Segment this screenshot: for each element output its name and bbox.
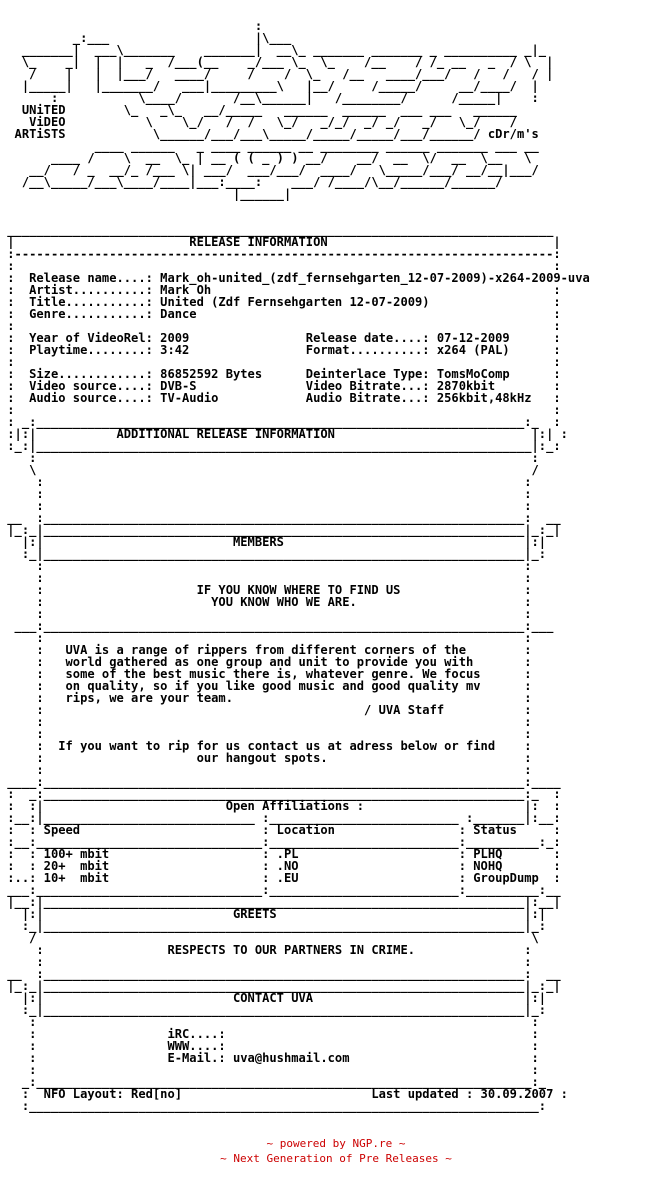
nfo-line: : : — [0, 631, 532, 645]
nfo-line: : Size............: 86852592 Bytes Deinterlace Type: TomsMoComp : — [0, 367, 561, 381]
nfo-line: :--------------------------------------------------------------------------: — [0, 247, 561, 261]
nfo-line: ___:__________________________________________________________________:___ — [0, 619, 554, 633]
nfo-line: : UVA is a range of rippers from different corners of the : — [0, 643, 532, 657]
nfo-line: :..: 10+ mbit : .EU : GroupDump : — [0, 871, 561, 885]
nfo-line: : :| Open Affiliations : |: : — [0, 799, 561, 813]
nfo-line: : : 100+ mbit : .PL : PLHQ : — [0, 847, 561, 861]
nfo-line: : world gathered as one group and unit to provide you with : — [0, 655, 532, 669]
tagline: ~ Next Generation of Pre Releases ~ — [220, 1152, 452, 1165]
nfo-line: : : — [0, 1015, 539, 1029]
footer — [0, 1136, 672, 1166]
nfo-line: : NFO Layout: Red[no] Last updated : 30.09.2007 : — [0, 1087, 568, 1101]
nfo-line: : Release name....: Mark_oh-united_(zdf_fernsehgarten_12-07-2009)-x264-2009-uva — [0, 271, 590, 285]
nfo-line: : Genre...........: Dance : — [0, 307, 561, 321]
nfo-line: |:| CONTACT UVA |:| — [0, 991, 547, 1005]
nfo-line: : some of the best music there is, whatever genre. We focus : — [0, 667, 532, 681]
nfo-line: :_|__________________________________________________________________|_: — [0, 547, 547, 561]
nfo-line: : iRC....: : — [0, 1027, 539, 1041]
nfo-line: : : — [0, 499, 532, 513]
nfo-line: : : — [0, 955, 532, 969]
nfo-line: / \ — [0, 931, 539, 945]
nfo-line: : RESPECTS TO OUR PARTNERS IN CRIME. : — [0, 943, 532, 957]
nfo-line: : If you want to rip for us contact us at adress below or find : — [0, 739, 532, 753]
nfo-line: UNiTED \_ _\_ __/_____ ______ ______ ___ ___ ______ — [0, 103, 517, 117]
nfo-line: \_ _| | | _ /___(__ _/___ \_ \_ /__ / /_ __ _ / \ | — [0, 55, 554, 69]
nfo-line: |_:_|__________________________________________________________________|_:_| — [0, 979, 561, 993]
nfo-line: : : — [0, 319, 561, 333]
nfo-line: |__:|__________________________________________________________________|:__| — [0, 895, 561, 909]
nfo-line: : : 20+ mbit : .NO : NOHQ : — [0, 859, 561, 873]
nfo-line: __/ / _ __/_ /___ \| ___/ ___/___/ ____/ \_____/___/ __/__|___/ — [0, 163, 539, 177]
nfo-line: : Audio source....: TV-Audio Audio Bitrate...: 256kbit,48kHz : — [0, 391, 561, 405]
nfo-line: : : — [0, 559, 532, 573]
nfo-line: : our hangout spots. : — [0, 751, 532, 765]
nfo-line: \ / — [0, 463, 539, 477]
nfo-line: |______| — [0, 187, 292, 201]
nfo-line: _:___ |\___ — [0, 31, 292, 45]
nfo-line: ___:_______________________________:__________________________:__________:__ — [0, 883, 561, 897]
nfo-line: ____ / \ __ \_ | __ ( ( _ ) ) __/ __/ __ \/ __ \__ \ — [0, 151, 532, 165]
nfo-line: :_|__________________________________________________________________|_: — [0, 1003, 547, 1017]
nfo-line: |_____| |_______/ ___|_________\ |__/ /_____/ __/____/ | — [0, 79, 539, 93]
powered-by-link[interactable]: ~ powered by NGP.re ~ — [266, 1137, 406, 1150]
nfo-line: : : — [0, 451, 539, 465]
nfo-line: : Title...........: United (Zdf Fernsehgarten 12-07-2009) : — [0, 295, 561, 309]
nfo-line: _______| ___\_______ _______| __\_ _______ _______ _ __________ _|_ — [0, 43, 547, 57]
nfo-line: /__\_____/___\____/____|___:____: ___/ /____/\__/______/______/ — [0, 175, 503, 189]
nfo-line: __ :__________________________________________________________________: __ — [0, 967, 561, 981]
nfo-line: : : — [0, 571, 532, 585]
nfo-line: : on quality, so if you like good music and good quality mv : — [0, 679, 532, 693]
nfo-line: :______________________________________________________________________: — [0, 1099, 547, 1113]
nfo-line: : rips, we are your team. : — [0, 691, 532, 705]
nfo-line: : Video source....: DVB-S Video Bitrate...: 2870kbit : — [0, 379, 561, 393]
nfo-line: |:| GREETS |:| — [0, 907, 547, 921]
nfo-line: : : — [0, 763, 532, 777]
nfo-line: : : — [0, 487, 532, 501]
nfo-line: : IF YOU KNOW WHERE TO FIND US : — [0, 583, 532, 597]
nfo-line: ___________________________________________________________________________ — [0, 223, 554, 237]
nfo-line: _:____________________________________________________________________:_ — [0, 1075, 547, 1089]
nfo-line: : Year of VideoRel: 2009 Release date....: 07-12-2009 : — [0, 331, 561, 345]
nfo-line: ViDEO \ \_/ / / \_/ _/_/ _/ _/ _/ \_/ / — [0, 115, 517, 129]
nfo-line: | RELEASE INFORMATION | — [0, 235, 561, 249]
nfo-line: : Playtime........: 3:42 Format..........: x264 (PAL) : — [0, 343, 561, 357]
nfo-line: __ :__________________________________________________________________: __ — [0, 511, 561, 525]
nfo-line: : : — [0, 403, 561, 417]
nfo-line: ____ ______ _ ____ ______ __ ________ ______ _______ ___ __ — [0, 139, 539, 153]
nfo-line: |:| MEMBERS |:| — [0, 535, 547, 549]
nfo-line: ARTiSTS \______/___/___\_____/_____/_____/___/______/ cDr/m's — [0, 127, 539, 141]
nfo-line: : : — [0, 607, 532, 621]
nfo-line: : : — [0, 355, 561, 369]
nfo-text — [0, 20, 590, 1112]
nfo-line: : : — [0, 727, 532, 741]
nfo-line: ____:__________________________________________________________________:____ — [0, 775, 561, 789]
nfo-line: : — [0, 19, 263, 33]
nfo-line: : WWW....: : — [0, 1039, 539, 1053]
nfo-line: : YOU KNOW WHO WE ARE. : — [0, 595, 532, 609]
nfo-line: :_|__________________________________________________________________|_: — [0, 919, 547, 933]
nfo-line: : Artist..........: Mark Oh : — [0, 283, 561, 297]
nfo-line: :_:|____________________________________________________________________|:_: — [0, 439, 561, 453]
nfo-line: |_:_|__________________________________________________________________|_:_| — [0, 523, 561, 537]
nfo-line: : _:___________________________________________________________________:_ : — [0, 415, 561, 429]
nfo-line: : / UVA Staff : — [0, 703, 532, 717]
nfo-line: : \____/ /__\______| /________/ /_____| : — [0, 91, 539, 105]
nfo-line: : : Speed : Location : Status : — [0, 823, 561, 837]
nfo-line: : : — [0, 475, 532, 489]
nfo-line: :__:_______________________________:__________________________:__________:_: — [0, 835, 561, 849]
nfo-line: : E-Mail.: uva@hushmail.com : — [0, 1051, 539, 1065]
nfo-line: : _:__________________________________________________________________:_ : — [0, 787, 561, 801]
nfo-line: : : — [0, 1063, 539, 1077]
nfo-line: / | | |___/ ____/ / / \_ /__ ____/___/ / / / | — [0, 67, 554, 81]
nfo-line: : : — [0, 259, 561, 273]
nfo-line: :__:|_____________________________ :__________________________ :_______|:__: — [0, 811, 561, 825]
nfo-line: : : — [0, 715, 532, 729]
nfo-line: :|:| ADDITIONAL RELEASE INFORMATION |:| : — [0, 427, 568, 441]
